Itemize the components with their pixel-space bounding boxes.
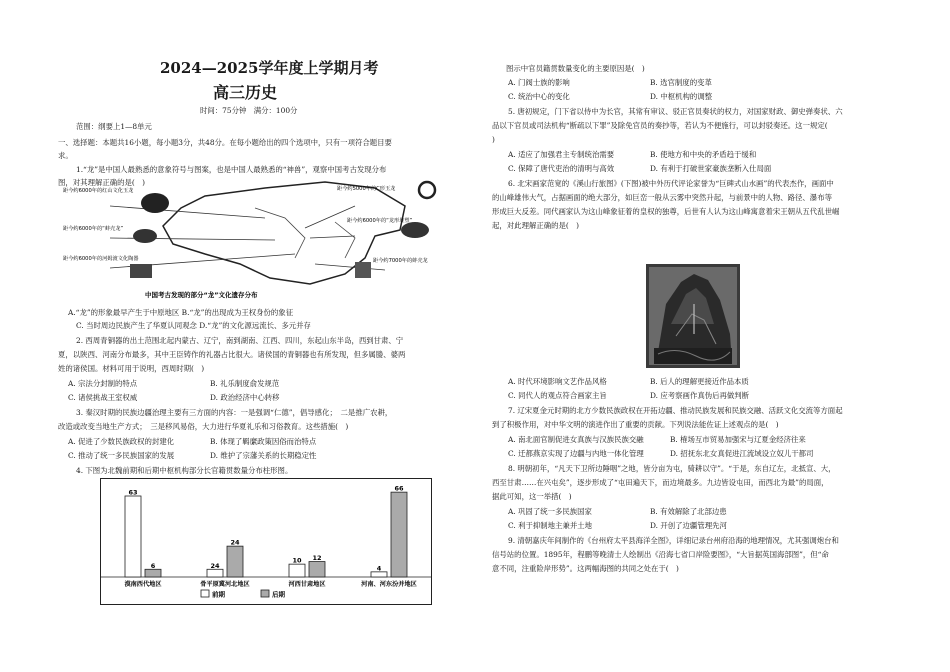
q8-option-d: D. 开创了边疆管理先河 xyxy=(650,521,727,530)
q2-option-d: D. 政治经济中心转移 xyxy=(210,393,280,402)
bar-value-label: 63 xyxy=(128,488,138,497)
q7-option-a: A. 南北面官制促进女真族与汉族民族交融 xyxy=(508,435,644,444)
landscape-painting-image xyxy=(646,264,740,368)
category-label: 骨平原冀河北地区 xyxy=(200,581,250,588)
bar-value-label: 10 xyxy=(292,556,302,565)
q6-stem-end: 起，对此理解正确的是( ) xyxy=(492,221,580,230)
q3-option-a: A. 促进了少数民族政权的封建化 xyxy=(68,437,175,446)
section-instructions: 一、选择题：本题共16小题，每小题3分，共48分。在每小题给出的四个选项中，只有一项符合题目要 xyxy=(58,138,392,147)
q6-stem: 6. 北宋画家范宽的《溪山行旅图》(下图)被中外历代评论家誉为“巨碑式山水画”的代表杰作，画面中 xyxy=(508,179,834,188)
map-label: 距今约6000年的河姆渡文化陶器 xyxy=(63,256,139,262)
q6-option-c: C. 同代人的观点符合画家主旨 xyxy=(508,391,607,400)
q4-question: 图示中官员籍贯数量变化的主要原因是( ) xyxy=(506,64,645,73)
section-instructions-cont: 求。 xyxy=(58,151,73,160)
q2-option-c: C. 诸侯挑战王室权威 xyxy=(68,393,138,402)
q8-stem-end: 据此可知，这一举措( ) xyxy=(492,492,572,501)
official-origin-bar-chart xyxy=(100,478,432,605)
q1-option-ab: A.“龙”的形象最早产生于中原地区 B.“龙”的出现成为王权身份的象征 xyxy=(68,308,294,317)
q8-stem: 8. 明朝初年，“凡天下卫所边陲咽”之地，皆分亩为屯，骑耕以守”。“于是，东自辽左，北抵宣、大， xyxy=(508,464,836,473)
map-label: 距今约5000年的C形玉龙 xyxy=(337,186,396,192)
q7-option-b: B. 榷场互市贸易加强宋与辽夏金经济往来 xyxy=(670,435,806,444)
exam-title: 2024—2025学年度上学期月考 xyxy=(160,59,379,77)
q2-stem-cont: 姓的诸侯国。材料可用于说明，西周时期( ) xyxy=(58,364,205,373)
map-label: 距今约6000年的红山文化玉龙 xyxy=(63,188,134,194)
q7-option-d: D. 招抚东北女真促进江流域设立奴儿干都司 xyxy=(670,449,814,458)
q5-stem-end: ) xyxy=(492,135,495,144)
q6-stem-cont: 的山峰雄伟大气，占据画面的绝大部分，如巨峦一般从云雾中突然升起，与前景中的人物、路径、瀑布等 xyxy=(492,193,832,202)
legend-label: 后期 xyxy=(272,590,285,599)
q3-option-b: B. 体现了羁縻政策因俗而治特点 xyxy=(210,437,317,446)
exam-subject: 高三历史 xyxy=(213,83,278,102)
legend-swatch xyxy=(261,590,269,597)
q9-stem-cont: 信号站的位置。1895年，程鹏等晚清士人绘制出《沿海七省口岸险要图》，“大旨据英国海部图”，但“命 xyxy=(492,550,829,559)
q2-option-b: B. 礼乐制度俞发规范 xyxy=(210,379,280,388)
dragon-distribution-map xyxy=(55,178,455,300)
bar-前期 xyxy=(125,496,141,577)
q8-option-a: A. 巩固了统一多民族国家 xyxy=(508,507,592,516)
q3-stem-cont: 改造或改变当地生产方式； 三是移风易俗，大力进行华夏礼乐和习俗教育。这些措施( ) xyxy=(58,422,349,431)
bar-value-label: 4 xyxy=(376,564,382,573)
bar-前期 xyxy=(289,564,305,577)
q8-stem-cont: 西至甘肃……在兴屯矣”，逐步形成了“屯田遍天下，而边境最多。九边皆设屯田，而西北为最”的局面， xyxy=(492,478,829,487)
q7-stem-cont: 到了积极作用，对中华文明的演进作出了重要的贡献。下列说法能佐证上述观点的是( ) xyxy=(492,420,779,429)
q2-stem-cont: 夏，以陕西、河南分布最多，其中王臣铸作的礼器占比很大。诸侯国的青铜器也有所发现，但多属媵、婆两 xyxy=(58,350,406,359)
q4-stem: 4. 下图为北魏前期和后期中枢机构部分长官籍贯数量分布柱形图。 xyxy=(76,466,293,475)
q8-option-c: C. 利于抑制地主兼并土地 xyxy=(508,521,592,530)
bar-前期 xyxy=(207,569,223,577)
legend-label: 前期 xyxy=(212,590,225,599)
bar-后期 xyxy=(227,546,243,577)
q9-stem-end: 意不同，注重险岸形势”。这两幅海图的共同之处在于( ) xyxy=(492,564,679,573)
q1-stem-cont: 图，对其理解正确的是( ) xyxy=(58,178,146,187)
q1-stem: 1.“龙”是中国人最熟悉的意象符号与图案，也是中国人最熟悉的“神兽”，观察中国考古发现分布 xyxy=(76,165,387,174)
q6-option-b: B. 后人的理解更接近作品本质 xyxy=(650,377,749,386)
scope-line: 范围：纲要上1—8单元 xyxy=(76,122,152,131)
q3-option-c: C. 推动了统一多民族国家的发展 xyxy=(68,451,175,460)
q3-stem: 3. 秦汉时期的民族边疆治理主要有三方面的内容：一是强调“仁德”，倡导感化； 二是推广农耕， xyxy=(76,408,393,417)
map-caption: 中国考古发现的部分“龙”文化遗存分布 xyxy=(145,291,258,299)
category-label: 河西甘肃地区 xyxy=(288,581,326,588)
category-label: 河南、河东汾并地区 xyxy=(361,581,417,588)
q5-option-c: C. 保障了唐代吏治的清明与高效 xyxy=(508,164,615,173)
q4-option-c: C. 统治中心的变化 xyxy=(508,92,570,101)
q2-stem: 2. 西周青铜器的出土范围北起内蒙古、辽宁，南到湖南、江西、四川，东起山东半岛，西到甘肃、宁 xyxy=(76,336,404,345)
q5-option-a: A. 适应了加强君主专制统治需要 xyxy=(508,150,615,159)
map-label: 距今约6000年的“蚌壳龙” xyxy=(63,226,124,232)
q4-option-b: B. 选官制度的变革 xyxy=(650,78,712,87)
q7-option-c: C. 迁都燕京实现了边疆与内地一体化管理 xyxy=(508,449,644,458)
q5-option-b: B. 使地方和中央的矛盾趋于缓和 xyxy=(650,150,757,159)
q8-option-b: B. 有效解除了北部边患 xyxy=(650,507,727,516)
bar-value-label: 12 xyxy=(312,554,322,563)
q6-option-a: A. 时代环境影响文艺作品风格 xyxy=(508,377,607,386)
q4-option-a: A. 门阀士族的影响 xyxy=(508,78,570,87)
bar-后期 xyxy=(145,569,161,577)
bar-后期 xyxy=(391,492,407,577)
bar-后期 xyxy=(309,562,325,577)
bar-value-label: 66 xyxy=(394,484,404,493)
category-label: 漠南西代地区 xyxy=(124,581,162,588)
q4-option-d: D. 中枢机构的调整 xyxy=(650,92,713,101)
q6-option-d: D. 应考察画作真伪后再做判断 xyxy=(650,391,750,400)
q1-option-cd: C. 当时周边民族产生了华夏认同观念 D.“龙”的文化源远流长、多元并存 xyxy=(76,321,311,330)
bar-前期 xyxy=(371,572,387,577)
map-label: 距今约6000年的“龙形堆塑” xyxy=(347,218,413,224)
bar-value-label: 24 xyxy=(230,538,240,547)
q3-option-d: D. 维护了宗藩关系的长期稳定性 xyxy=(210,451,317,460)
map-label: 距今约7000年的蚌壳龙 xyxy=(373,258,428,264)
q9-stem: 9. 清朝嘉庆年间制作的《台州府太平县海洋全图》，详细记录台州府沿海的地理情况，尤其强调炮台和 xyxy=(508,536,839,545)
q5-stem: 5. 唐初规定，门下省以侍中为长官，其常有审议、驳正官员奏状的权力，对国家财政、御史弹奏状、六 xyxy=(508,107,843,116)
legend-swatch xyxy=(201,590,209,597)
q7-stem: 7. 辽宋夏金元时期的北方少数民族政权在开拓边疆、推动民族发展和民族交融、活跃文化交流等方面起 xyxy=(508,406,843,415)
q5-option-d: D. 有利于打破世家豪族垄断入仕局面 xyxy=(650,164,772,173)
q5-stem-cont: 品以下官员或司法机构“断疏以下罪”及除免官员的奏抄等，若认为不便施行，可以封驳奏还。这一规定( xyxy=(492,121,828,130)
bar-value-label: 6 xyxy=(150,561,156,570)
q2-option-a: A. 宗法分封制的特点 xyxy=(68,379,138,388)
q6-stem-cont: 形成巨大反差。同代画家认为这山峰象征着的皇权的独尊，后世有人认为这山峰寓意着宋王朝从五代乱世崛 xyxy=(492,207,840,216)
exam-meta: 时间：75分钟 满分：100分 xyxy=(200,106,298,115)
bar-value-label: 24 xyxy=(210,561,220,570)
